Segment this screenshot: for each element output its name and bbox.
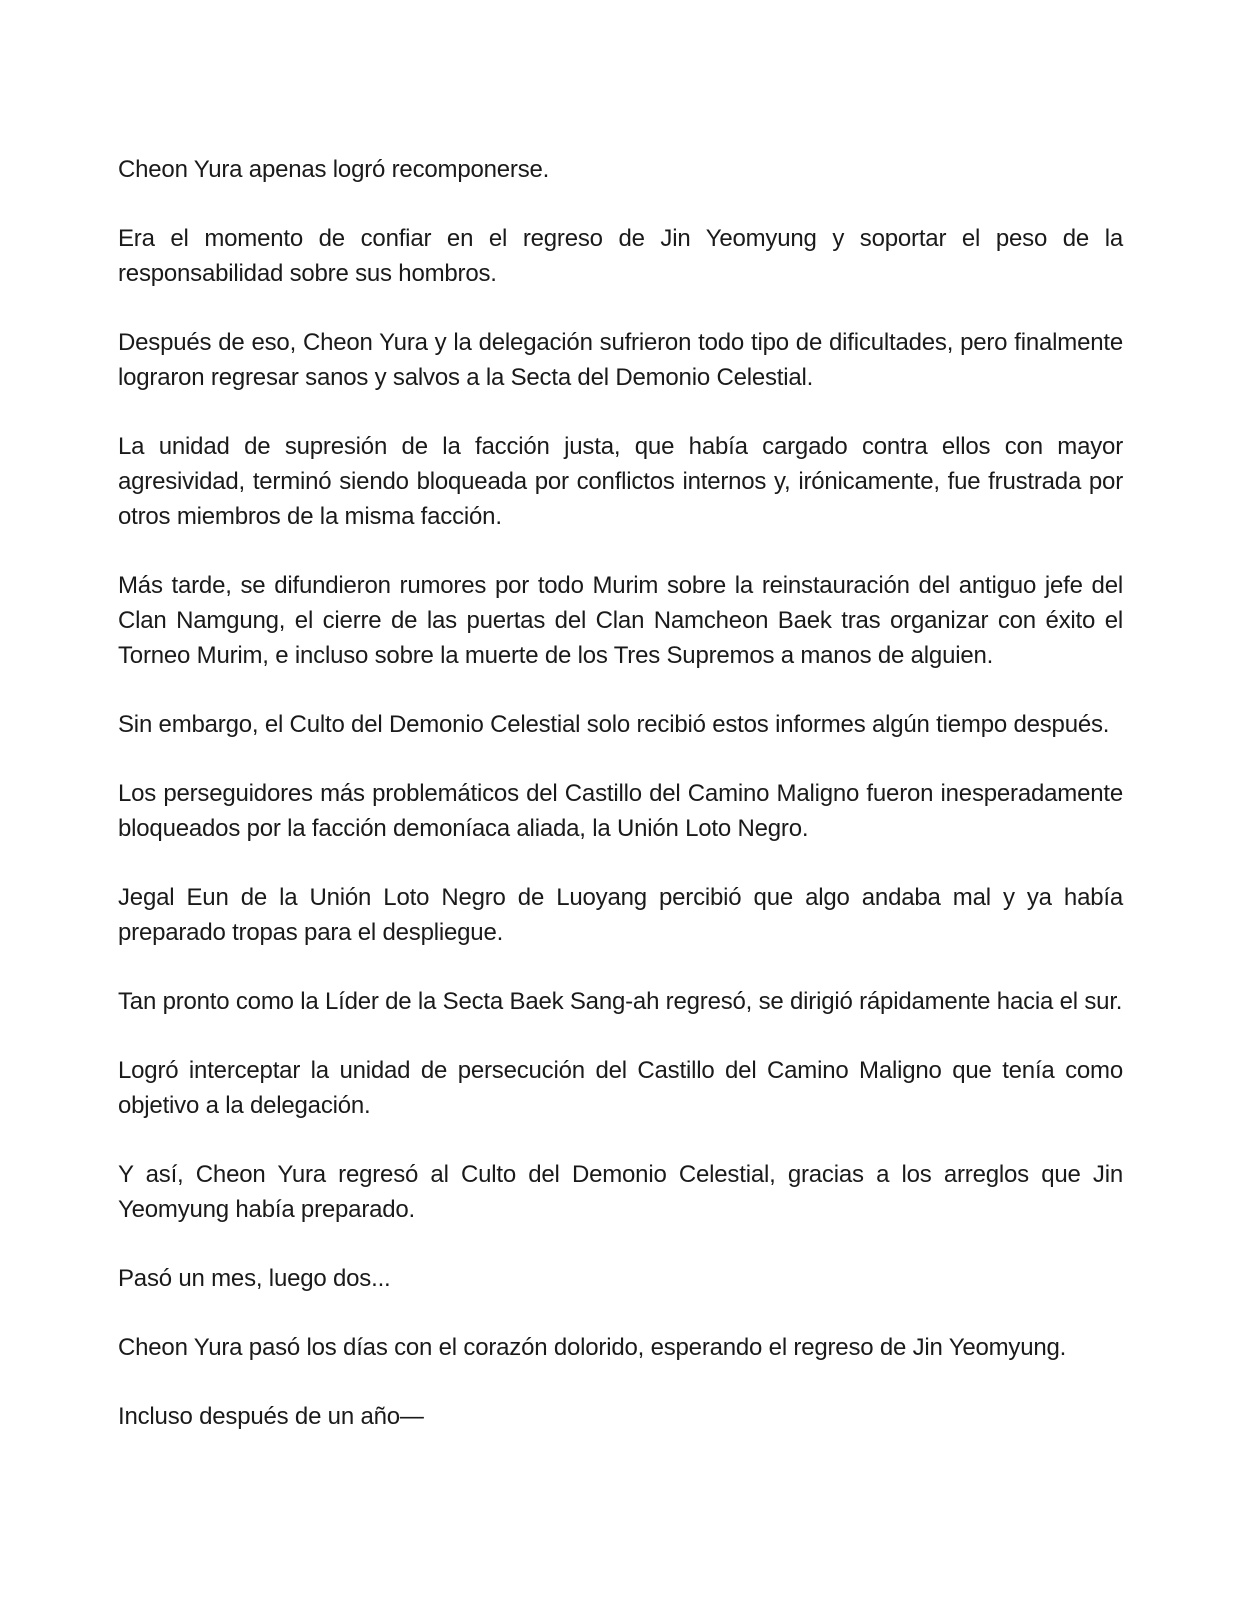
paragraph: Después de eso, Cheon Yura y la delegación sufrieron todo tipo de dificultades, pero finalmente lograron regresar sanos y salvos a la Secta del Demonio Celestial.: [118, 329, 1123, 391]
paragraph: Los perseguidores más problemáticos del Castillo del Camino Maligno fueron inesperadamente bloqueados por la facción demoníaca aliada, la Unión Loto Negro.: [118, 780, 1123, 842]
paragraph: Tan pronto como la Líder de la Secta Baek Sang-ah regresó, se dirigió rápidamente hacia el sur.: [118, 988, 1123, 1015]
paragraph: Era el momento de confiar en el regreso de Jin Yeomyung y soportar el peso de la responsabilidad sobre sus hombros.: [118, 225, 1123, 287]
paragraph: Logró interceptar la unidad de persecución del Castillo del Camino Maligno que tenía como objetivo a la delegación.: [118, 1057, 1123, 1119]
paragraph: Jegal Eun de la Unión Loto Negro de Luoyang percibió que algo andaba mal y ya había preparado tropas para el despliegue.: [118, 884, 1123, 946]
paragraph: Más tarde, se difundieron rumores por todo Murim sobre la reinstauración del antiguo jefe del Clan Namgung, el cierre de las puertas del Clan Namcheon Baek tras organizar con éxito el Torneo Murim, e incluso sobre la muerte de los Tres Supremos a manos de alguien.: [118, 572, 1123, 669]
paragraph: Cheon Yura pasó los días con el corazón dolorido, esperando el regreso de Jin Yeomyung.: [118, 1334, 1067, 1361]
paragraph: Incluso después de un año—: [118, 1403, 424, 1430]
paragraph: Cheon Yura apenas logró recomponerse.: [118, 156, 550, 183]
document-body: [118, 152, 1123, 1434]
paragraph: Pasó un mes, luego dos...: [118, 1265, 391, 1292]
paragraph: La unidad de supresión de la facción justa, que había cargado contra ellos con mayor agresividad, terminó siendo bloqueada por conflictos internos y, irónicamente, fue frustrada por otros miembros de la misma facción.: [118, 433, 1123, 530]
paragraph: Sin embargo, el Culto del Demonio Celestial solo recibió estos informes algún tiempo después.: [118, 711, 1110, 738]
paragraph: Y así, Cheon Yura regresó al Culto del Demonio Celestial, gracias a los arreglos que Jin Yeomyung había preparado.: [118, 1161, 1123, 1223]
